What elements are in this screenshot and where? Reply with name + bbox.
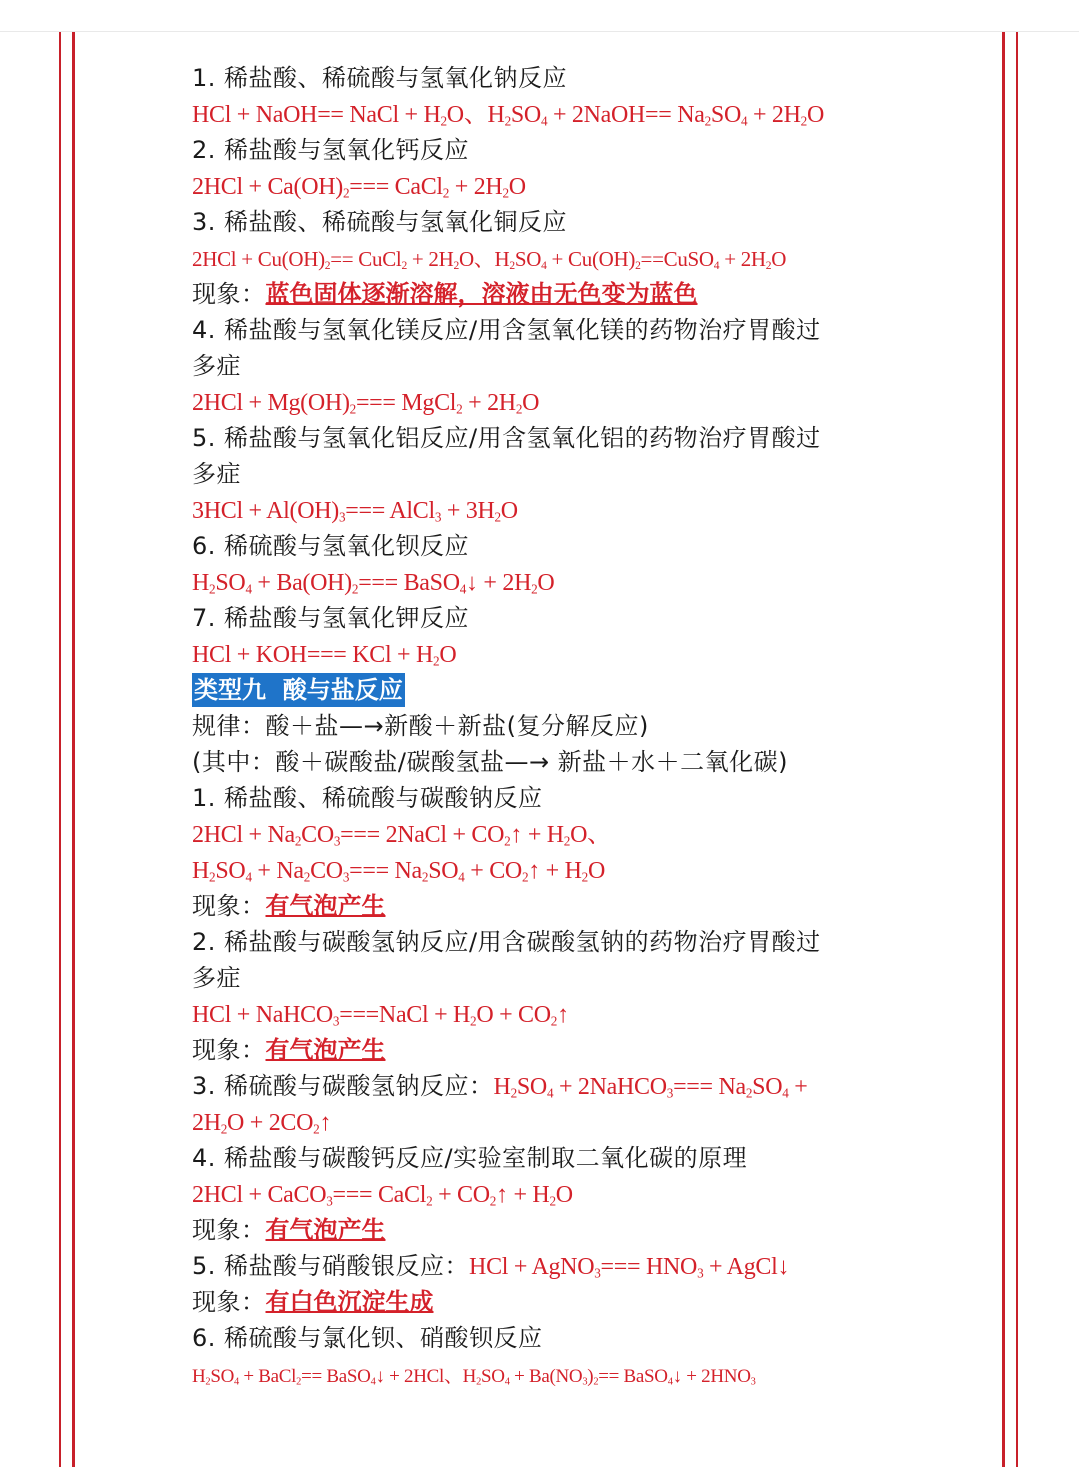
- reaction-title: [192, 600, 892, 636]
- phenomenon-label: 现象：: [192, 280, 266, 308]
- phenomenon-text: 蓝色固体逐渐溶解，溶液由无色变为蓝色: [265, 279, 698, 308]
- equation-text: $H_2SO_4 + Ba(OH)_2===$ BaSO$_4$↓ + $2H_2O$: [192, 570, 555, 597]
- equation-text: HCl + KOH=== KCl + $H_2O$: [192, 642, 457, 669]
- reaction-title: [192, 528, 892, 564]
- equation-text: $3HCl + Al(OH)_3===$ AlCl$_3$ + $3H_2O$: [192, 498, 518, 525]
- section-heading: [192, 672, 892, 708]
- phenomenon-label: 现象：: [192, 1216, 266, 1244]
- chemical-equation: [192, 852, 892, 888]
- title-text: 7. 稀盐酸与氢氧化钾反应: [192, 604, 470, 632]
- chemical-equation: [192, 492, 892, 528]
- section-heading-text: 类型九 酸与盐反应: [192, 673, 405, 707]
- title-text: 2. 稀盐酸与碳酸氢钠反应/用含碳酸氢钠的药物治疗胃酸过: [192, 928, 821, 956]
- equation-text: $H_2SO_4$ + 2NaHCO$_3$=== $Na_2SO_4$ +: [493, 1074, 808, 1101]
- equation-text: $H_2SO_4$ + BaCl$_2$== BaSO$_4$↓ + 2HCl、$H_2SO_4 + Ba(NO_3)_2==$ BaSO$_4$↓ + $2HNO_3$: [192, 1366, 756, 1388]
- right-border-inner: [1002, 32, 1005, 1467]
- phenomenon-line: [192, 888, 892, 924]
- equation-text: $2HCl + Cu(OH)_2==$ CuCl$_2$ + $2H_2O$、$H_2SO_4$ + $Cu(OH)_2==CuSO_4 + 2H_2O$: [192, 247, 787, 272]
- title-text: 多症: [192, 964, 241, 992]
- title-text: 规律：酸＋盐—→新酸＋新盐(复分解反应): [192, 712, 649, 740]
- reaction-title: [192, 780, 892, 816]
- reaction-title: [192, 708, 892, 744]
- equation-text: HCl + NaHCO$_3$===NaCl + $H_2O$ + $CO_2↑$: [192, 1002, 569, 1029]
- chemical-equation: [192, 564, 892, 600]
- phenomenon-label: 现象：: [192, 1288, 266, 1316]
- reaction-title-with-equation: [192, 1068, 892, 1104]
- right-border-outer: [1016, 32, 1018, 1467]
- reaction-title: [192, 924, 892, 960]
- left-border-inner: [72, 32, 75, 1467]
- left-border-outer: [59, 32, 61, 1467]
- title-text: 5. 稀盐酸与硝酸银反应：: [192, 1252, 470, 1280]
- chemical-equation: [192, 168, 892, 204]
- reaction-title: [192, 960, 892, 996]
- document-content: [192, 60, 892, 1392]
- chemical-equation: [192, 996, 892, 1032]
- phenomenon-label: 现象：: [192, 892, 266, 920]
- reaction-title: [192, 132, 892, 168]
- equation-text: 2HCl + CaCO$_3$=== CaCl$_2$ + $CO_2↑ + H_2O$: [192, 1182, 573, 1209]
- reaction-title: [192, 204, 892, 240]
- phenomenon-text: 有气泡产生: [265, 1215, 386, 1244]
- chemical-equation: [192, 96, 892, 132]
- phenomenon-line: [192, 276, 892, 312]
- reaction-title: [192, 744, 892, 780]
- equation-text: HCl + AgNO$_3$=== $HNO_3$ + AgCl↓: [469, 1254, 790, 1281]
- chemical-equation: [192, 636, 892, 672]
- title-text: 1. 稀盐酸、稀硫酸与碳酸钠反应: [192, 784, 543, 812]
- reaction-title: [192, 312, 892, 348]
- chemical-equation: [192, 1176, 892, 1212]
- reaction-title: [192, 420, 892, 456]
- phenomenon-text: 有白色沉淀生成: [265, 1287, 434, 1316]
- equation-text: HCl + NaOH== NaCl + $H_2O$、$H_2SO_4$ + 2NaOH== $Na_2SO_4 + 2H_2O$: [192, 102, 824, 129]
- chemical-equation: [192, 816, 892, 852]
- title-text: 多症: [192, 352, 241, 380]
- chemical-equation: [192, 1356, 892, 1392]
- title-text: 多症: [192, 460, 241, 488]
- phenomenon-line: [192, 1284, 892, 1320]
- title-text: 6. 稀硫酸与氢氧化钡反应: [192, 532, 470, 560]
- chemical-equation: [192, 240, 892, 276]
- equation-text: $2H_2O$ + $2CO_2↑$: [192, 1110, 332, 1137]
- title-text: 4. 稀盐酸与碳酸钙反应/实验室制取二氧化碳的原理: [192, 1144, 748, 1172]
- reaction-title: [192, 456, 892, 492]
- title-text: 3. 稀硫酸与碳酸氢钠反应：: [192, 1072, 494, 1100]
- title-text: 1. 稀盐酸、稀硫酸与氢氧化钠反应: [192, 64, 568, 92]
- title-text: 3. 稀盐酸、稀硫酸与氢氧化铜反应: [192, 208, 568, 236]
- phenomenon-text: 有气泡产生: [265, 1035, 386, 1064]
- title-text: 2. 稀盐酸与氢氧化钙反应: [192, 136, 470, 164]
- equation-text: $2HCl + Na_2CO_3===$ 2NaCl + $CO_2↑ + H_2O$、: [192, 822, 611, 849]
- reaction-title: [192, 60, 892, 96]
- equation-text: $2HCl + Mg(OH)_2===$ MgCl$_2$ + $2H_2O$: [192, 390, 540, 417]
- chemical-equation: [192, 384, 892, 420]
- equation-text: $2HCl + Ca(OH)_2===$ CaCl$_2$ + $2H_2O$: [192, 174, 526, 201]
- phenomenon-line: [192, 1032, 892, 1068]
- title-text: (其中：酸＋碳酸盐/碳酸氢盐—→ 新盐＋水＋二氧化碳): [192, 748, 789, 776]
- phenomenon-label: 现象：: [192, 1036, 266, 1064]
- top-rule: [0, 31, 1079, 32]
- title-text: 6. 稀硫酸与氯化钡、硝酸钡反应: [192, 1324, 543, 1352]
- title-text: 5. 稀盐酸与氢氧化铝反应/用含氢氧化铝的药物治疗胃酸过: [192, 424, 821, 452]
- phenomenon-line: [192, 1212, 892, 1248]
- reaction-title: [192, 1320, 892, 1356]
- equation-text: $H_2SO_4 + Na_2CO_3=== Na_2SO_4$ + $CO_2↑ + H_2O$: [192, 858, 605, 885]
- reaction-title-with-equation: [192, 1248, 892, 1284]
- reaction-title: [192, 1140, 892, 1176]
- chemical-equation: [192, 1104, 892, 1140]
- title-text: 4. 稀盐酸与氢氧化镁反应/用含氢氧化镁的药物治疗胃酸过: [192, 316, 821, 344]
- reaction-title: [192, 348, 892, 384]
- phenomenon-text: 有气泡产生: [265, 891, 386, 920]
